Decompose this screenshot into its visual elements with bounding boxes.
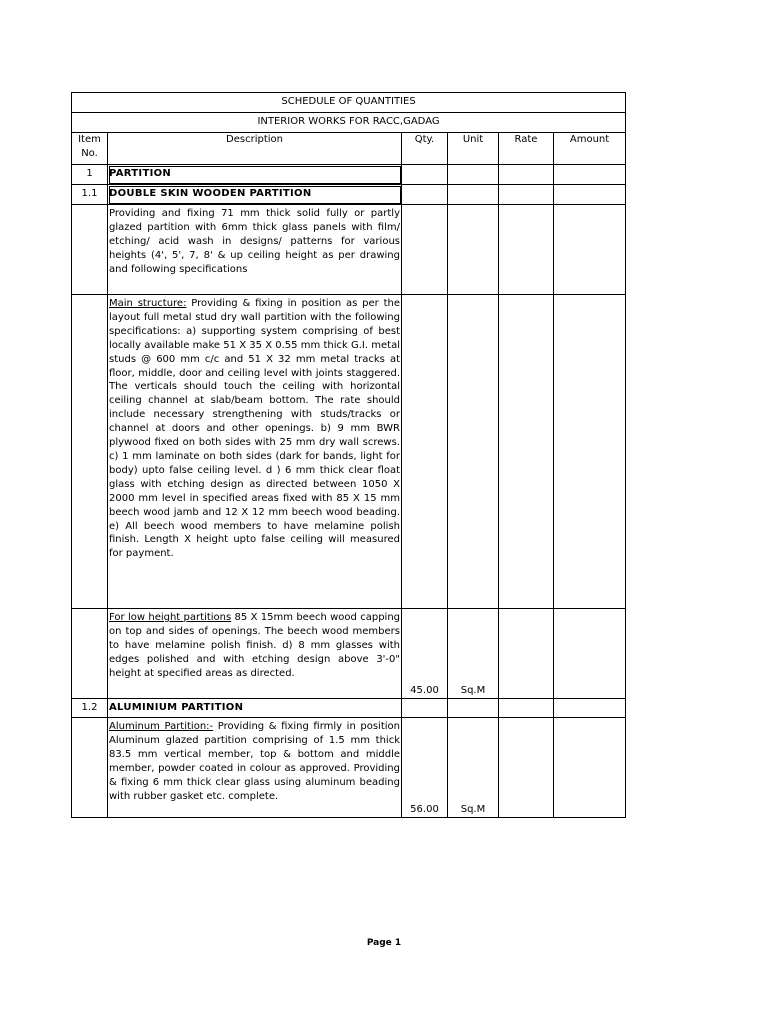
item-number: 1.2: [72, 699, 108, 718]
table-row: [72, 185, 626, 205]
page-number: Page 1: [366, 938, 402, 948]
item-number: 1.1: [72, 185, 108, 205]
project-subtitle: INTERIOR WORKS FOR RACC,GADAG: [72, 113, 626, 133]
item-number: 1: [72, 165, 108, 185]
section-heading: PARTITION: [108, 165, 402, 185]
table-row: [72, 699, 626, 718]
description-heading: Main structure:: [109, 298, 187, 309]
table-row: [72, 205, 626, 295]
quantities-table: [71, 92, 626, 818]
subsection-heading: DOUBLE SKIN WOODEN PARTITION: [108, 185, 402, 205]
qty-value: 45.00: [402, 609, 448, 699]
description-text: Providing & fixing firmly in position Aluminum glazed partition comprising of 1.5 mm thick 83.5 mm vertical member, top & bottom and middle member, powder coated in colour as approved. Providing & fixing 6 mm thick clear glass using aluminum beading with rubber gasket etc. complete.: [109, 721, 400, 802]
table-row: [72, 165, 626, 185]
schedule-title: SCHEDULE OF QUANTITIES: [72, 93, 626, 113]
col-qty: Qty.: [402, 133, 448, 165]
subsection-heading: ALUMINIUM PARTITION: [108, 699, 402, 718]
description-text: 85 X 15mm beech wood capping on top and sides of openings. The beech wood members to have melamine polish finish. d) 8 mm glasses with edges polished and with etching design above 3'-0" height at specified areas as directed.: [109, 612, 401, 679]
col-rate: Rate: [499, 133, 554, 165]
table-row: [72, 295, 626, 609]
description-heading: For low height partitions: [109, 612, 232, 623]
column-header-row: [72, 133, 626, 165]
col-description: Description: [108, 133, 402, 165]
item-description: [108, 609, 402, 699]
unit-value: Sq.M: [448, 718, 499, 818]
qty-value: 56.00: [402, 718, 448, 818]
schedule-sheet: [71, 92, 625, 818]
col-amount: Amount: [554, 133, 626, 165]
item-description: [108, 718, 402, 818]
table-row: [72, 718, 626, 818]
item-description: Providing and fixing 71 mm thick solid fully or partly glazed partition with 6mm thick glass panels with film/ etching/ acid wash in designs/ patterns for various heights (4', 5', 7, 8' & up ceiling height as per drawing and following specifications: [108, 205, 402, 295]
item-description: [108, 295, 402, 609]
description-text: Providing & fixing in position as per the layout full metal stud dry wall partition with the following specifications: a) supporting system comprising of best locally available make 51 X 35 X 0.55 mm thick G.I. metal studs @ 600 mm c/c and 51 X 32 mm metal tracks at floor, middle, door and ceiling level with joints staggered. The verticals should touch the ceiling with horizontal ceiling channel at slab/beam bottom. The rate should include necessary strengthening with studs/tracks or channel at doors and other openings. b) 9 mm BWR plywood fixed on both sides with 25 mm dry wall screws. c) 1 mm laminate on both sides (dark for bands, light for body) upto false ceiling level. d ) 6 mm thick clear float glass with etching design as directed between 1050 X 2000 mm level in specified areas fixed with 85 X 15 mm beech wood jamb and 12 X 12 mm beech wood beading. e) All beech wood members to have melamine polish finish. Length X height upto false ceiling will measured for payment.: [109, 298, 400, 560]
description-heading: Aluminum Partition:-: [109, 721, 214, 732]
unit-value: Sq.M: [448, 609, 499, 699]
col-unit: Unit: [448, 133, 499, 165]
col-item-no: Item No.: [72, 133, 108, 165]
table-row: [72, 609, 626, 699]
